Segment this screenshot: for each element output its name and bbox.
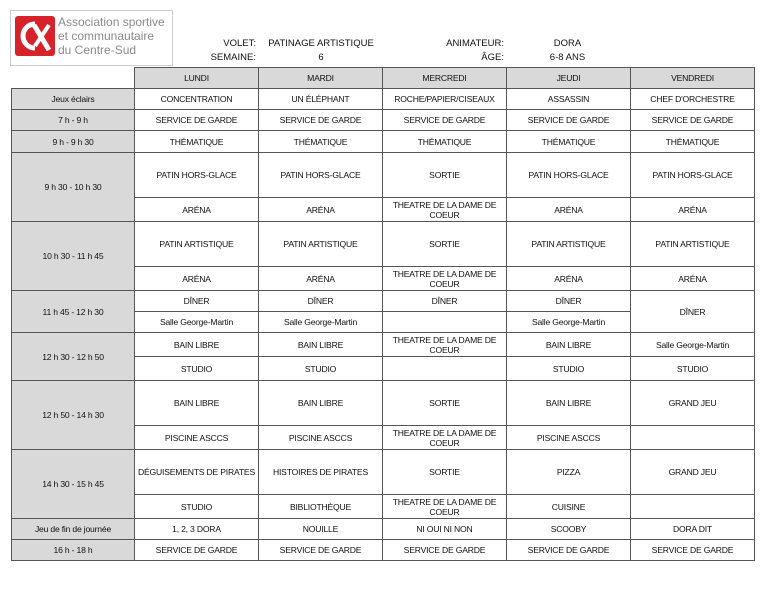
activity-cell: DÎNER (507, 291, 631, 312)
location-cell: THEATRE DE LA DAME DE COEUR (383, 426, 507, 450)
activity-cell: PATIN ARTISTIQUE (631, 222, 755, 267)
activity-cell: DÎNER (259, 291, 383, 312)
activity-cell: DORA DIT (631, 519, 755, 540)
logo-line-1: Association sportive (58, 15, 165, 29)
activity-cell: 1, 2, 3 DORA (135, 519, 259, 540)
location-cell: Salle George-Martin (259, 312, 383, 333)
activity-cell: SERVICE DE GARDE (631, 110, 755, 131)
location-cell: ARÉNA (259, 267, 383, 291)
table-row (12, 131, 755, 153)
table-row (12, 540, 755, 561)
logo-text (58, 15, 165, 57)
table-row (12, 519, 755, 540)
time-cell: 9 h 30 - 10 h 30 (12, 153, 135, 222)
time-cell: 7 h - 9 h (12, 110, 135, 131)
activity-cell: BAIN LIBRE (259, 381, 383, 426)
time-cell: 10 h 30 - 11 h 45 (12, 222, 135, 291)
location-cell: STUDIO (135, 495, 259, 519)
table-row (12, 333, 755, 357)
logo-line-3: du Centre-Sud (58, 43, 137, 57)
activity-cell: THÉMATIQUE (507, 131, 631, 153)
activity-cell: PATIN HORS-GLACE (631, 153, 755, 198)
location-cell: ARÉNA (631, 198, 755, 222)
activity-cell: SERVICE DE GARDE (383, 110, 507, 131)
activity-cell: BAIN LIBRE (135, 333, 259, 357)
animateur-value: DORA (553, 38, 582, 49)
activity-cell: GRAND JEU (631, 381, 755, 426)
activity-cell: HISTOIRES DE PIRATES (259, 450, 383, 495)
activity-cell: SORTIE (383, 381, 507, 426)
location-cell: PISCINE ASCCS (507, 426, 631, 450)
activity-cell: SERVICE DE GARDE (631, 540, 755, 561)
activity-cell: BAIN LIBRE (135, 381, 259, 426)
location-cell (631, 495, 755, 519)
animateur-label: ANIMATEUR: (446, 38, 504, 49)
age-label: ÂGE: (481, 52, 504, 63)
location-cell: STUDIO (631, 357, 755, 381)
time-cell: 14 h 30 - 15 h 45 (12, 450, 135, 519)
time-cell: 12 h 50 - 14 h 30 (12, 381, 135, 450)
semaine-label: SEMAINE: (210, 52, 256, 63)
semaine-value: 6 (318, 52, 324, 63)
location-cell: ARÉNA (507, 267, 631, 291)
location-cell: STUDIO (259, 357, 383, 381)
activity-cell: SERVICE DE GARDE (383, 540, 507, 561)
table-row (12, 153, 755, 198)
activity-cell: PATIN ARTISTIQUE (259, 222, 383, 267)
schedule-table (11, 67, 755, 561)
location-cell: PISCINE ASCCS (135, 426, 259, 450)
location-cell: STUDIO (507, 357, 631, 381)
location-cell: THEATRE DE LA DAME DE COEUR (383, 267, 507, 291)
volet-value: PATINAGE ARTISTIQUE (268, 38, 374, 49)
day-header: JEUDI (507, 68, 631, 89)
location-cell: ARÉNA (507, 198, 631, 222)
day-header: LUNDI (135, 68, 259, 89)
activity-cell: SORTIE (383, 222, 507, 267)
location-cell: STUDIO (135, 357, 259, 381)
activity-cell: UN ÉLÉPHANT (259, 89, 383, 110)
activity-cell: PIZZA (507, 450, 631, 495)
activity-cell: PATIN HORS-GLACE (507, 153, 631, 198)
table-row (12, 89, 755, 110)
activity-cell: DÎNER (631, 291, 755, 333)
activity-cell: SORTIE (383, 450, 507, 495)
table-row (12, 291, 755, 312)
location-cell: THEATRE DE LA DAME DE COEUR (383, 198, 507, 222)
activity-cell: NOUILLE (259, 519, 383, 540)
location-cell: BIBLIOTHÈQUE (259, 495, 383, 519)
table-row (12, 110, 755, 131)
activity-cell: ROCHE/PAPIER/CISEAUX (383, 89, 507, 110)
activity-cell: BAIN LIBRE (259, 333, 383, 357)
activity-cell: SERVICE DE GARDE (259, 540, 383, 561)
time-cell: 11 h 45 - 12 h 30 (12, 291, 135, 333)
day-header: VENDREDI (631, 68, 755, 89)
activity-cell: THEATRE DE LA DAME DE COEUR (383, 333, 507, 357)
activity-cell: ASSASSIN (507, 89, 631, 110)
location-cell (383, 357, 507, 381)
time-cell: Jeu de fin de journée (12, 519, 135, 540)
day-header: MERCREDI (383, 68, 507, 89)
location-cell: THEATRE DE LA DAME DE COEUR (383, 495, 507, 519)
activity-cell: PATIN ARTISTIQUE (507, 222, 631, 267)
activity-cell: GRAND JEU (631, 450, 755, 495)
location-cell: Salle George-Martin (135, 312, 259, 333)
day-header: MARDI (259, 68, 383, 89)
activity-cell: THÉMATIQUE (259, 131, 383, 153)
activity-cell: SERVICE DE GARDE (507, 110, 631, 131)
table-row (12, 222, 755, 267)
location-cell: CUISINE (507, 495, 631, 519)
activity-cell: PATIN HORS-GLACE (135, 153, 259, 198)
activity-cell: THÉMATIQUE (383, 131, 507, 153)
location-cell (383, 312, 507, 333)
location-cell: Salle George-Martin (507, 312, 631, 333)
activity-cell: SERVICE DE GARDE (135, 540, 259, 561)
activity-cell: DÎNER (383, 291, 507, 312)
logo-line-2: et communautaire (58, 29, 155, 43)
activity-cell: THÉMATIQUE (135, 131, 259, 153)
volet-label: VOLET: (223, 38, 256, 49)
location-cell: ARÉNA (631, 267, 755, 291)
logo-icon (15, 16, 55, 56)
activity-cell: CONCENTRATION (135, 89, 259, 110)
activity-cell: BAIN LIBRE (507, 333, 631, 357)
time-cell: Jeux éclairs (12, 89, 135, 110)
table-row (12, 450, 755, 495)
time-cell: 16 h - 18 h (12, 540, 135, 561)
activity-cell: NI OUI NI NON (383, 519, 507, 540)
activity-cell: SERVICE DE GARDE (507, 540, 631, 561)
activity-cell: PATIN ARTISTIQUE (135, 222, 259, 267)
location-cell: ARÉNA (135, 198, 259, 222)
activity-cell: DÎNER (135, 291, 259, 312)
activity-cell: Salle George-Martin (631, 333, 755, 357)
activity-cell: PATIN HORS-GLACE (259, 153, 383, 198)
organization-logo (10, 10, 173, 66)
location-cell: ARÉNA (259, 198, 383, 222)
activity-cell: THÉMATIQUE (631, 131, 755, 153)
activity-cell: SERVICE DE GARDE (135, 110, 259, 131)
time-cell: 9 h - 9 h 30 (12, 131, 135, 153)
age-value: 6-8 ANS (549, 52, 586, 63)
activity-cell: CHEF D'ORCHESTRE (631, 89, 755, 110)
activity-cell: SORTIE (383, 153, 507, 198)
time-cell: 12 h 30 - 12 h 50 (12, 333, 135, 381)
location-cell: ARÉNA (135, 267, 259, 291)
activity-cell: DÉGUISEMENTS DE PIRATES (135, 450, 259, 495)
table-header-row (12, 68, 755, 89)
activity-cell: SCOOBY (507, 519, 631, 540)
table-row (12, 381, 755, 426)
activity-cell: SERVICE DE GARDE (259, 110, 383, 131)
activity-cell: BAIN LIBRE (507, 381, 631, 426)
location-cell: PISCINE ASCCS (259, 426, 383, 450)
location-cell (631, 426, 755, 450)
